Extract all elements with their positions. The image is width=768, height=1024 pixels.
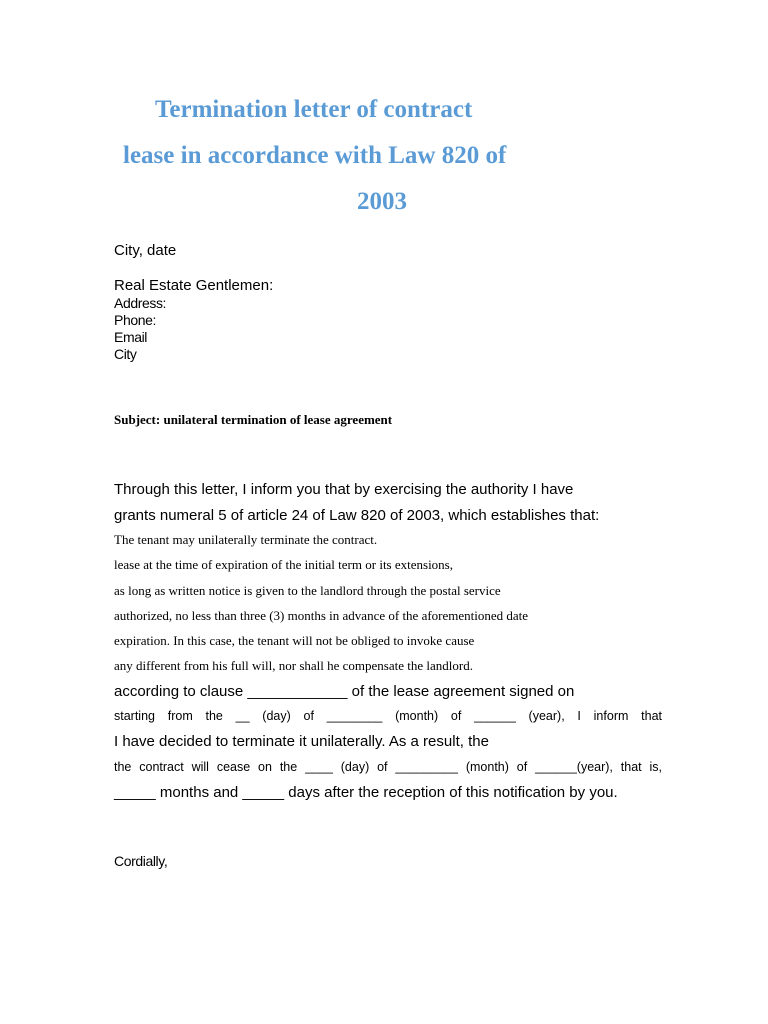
body-line-6: authorized, no less than three (3) months in advance of the aforementioned date [114, 608, 529, 623]
body-line-1: Through this letter, I inform you that by exercising the authority I have [114, 481, 574, 498]
body-line-9: according to clause ____________ of the lease agreement signed on [114, 683, 575, 700]
recipient-address: Address: [114, 295, 167, 311]
body-line-4: lease at the time of expiration of the initial term or its extensions, [114, 557, 453, 572]
city-date: City, date [114, 242, 177, 259]
document-title-line-1: Termination letter of contract [155, 96, 473, 123]
body-line-2: grants numeral 5 of article 24 of Law 820 of 2003, which establishes that: [114, 507, 600, 524]
recipient-email: Email [114, 329, 148, 345]
body-line-7: expiration. In this case, the tenant will not be obliged to invoke cause [114, 633, 475, 648]
body-line-11: I have decided to terminate it unilaterally. As a result, the [114, 733, 489, 750]
body-line-8: any different from his full will, nor shall he compensate the landlord. [114, 658, 473, 673]
recipient-city: City [114, 346, 137, 362]
body-line-10: starting from the __ (day) of ________ (month) of ______ (year), I inform that [114, 709, 662, 723]
recipient-phone: Phone: [114, 312, 156, 328]
body-line-13: _____ months and _____ days after the reception of this notification by you. [114, 784, 618, 801]
body-line-3: The tenant may unilaterally terminate the contract. [114, 532, 378, 547]
closing-line: Cordially, [114, 853, 168, 869]
document-title-line-2: lease in accordance with Law 820 of [123, 142, 507, 169]
recipient-salutation: Real Estate Gentlemen: [114, 277, 274, 294]
document-title-line-3: 2003 [357, 188, 407, 215]
body-line-5: as long as written notice is given to the landlord through the postal service [114, 583, 501, 598]
body-line-12: the contract will cease on the ____ (day) of _________ (month) of ______(year), that is, [114, 760, 662, 774]
subject-line: Subject: unilateral termination of lease agreement [114, 412, 393, 427]
